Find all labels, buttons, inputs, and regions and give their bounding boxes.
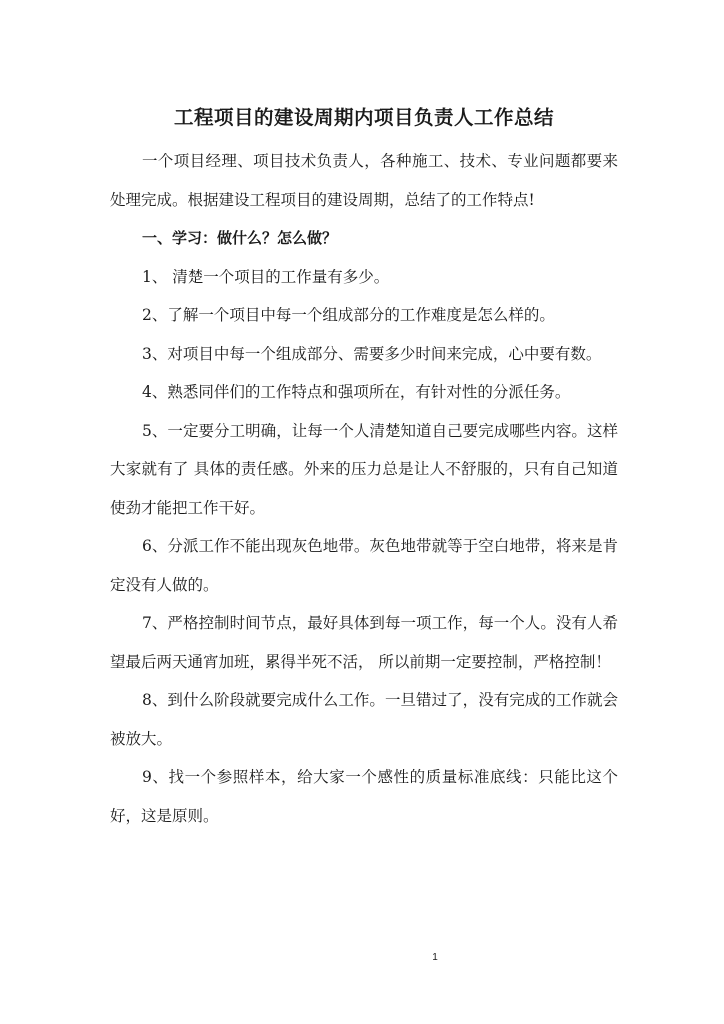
list-item-7: 7、严格控制时间节点，最好具体到每一项工作，每一个人。没有人希望最后两天通宵加班，累得半死不活， 所以前期一定要控制，严格控制！ (110, 614, 618, 671)
section-heading: 一、学习：做什么？怎么做？ (142, 229, 338, 247)
list-item-3: 3、对项目中每一个组成部分、需要多少时间来完成，心中要有数。 (142, 344, 602, 363)
list-item-4: 4、熟悉同伴们的工作特点和强项所在，有针对性的分派任务。 (142, 383, 571, 401)
intro-paragraph: 一个项目经理、项目技术负责人，各种施工、技术、专业问题都要来处理完成。根据建设工程项目的建设周期，总结了的工作特点! (110, 152, 618, 209)
document-body (110, 142, 618, 835)
list-item-8: 8、到什么阶段就要完成什么工作。一旦错过了，没有完成的工作就会被放大。 (110, 691, 618, 748)
list-item-5: 5、一定要分工明确，让每一个人清楚知道自己要完成哪些内容。这样大家就有了 具体的责任感。外来的压力总是让人不舒服的，只有自己知道使劲才能把工作干好。 (110, 421, 618, 517)
page-number: 1 (432, 952, 438, 963)
list-item-9: 9、找一个参照样本，给大家一个感性的质量标准底线：只能比这个好，这是原则。 (110, 768, 618, 825)
list-item-2: 2、了解一个项目中每一个组成部分的工作难度是怎么样的。 (142, 306, 555, 324)
list-item-1: 1、 清楚一个项目的工作量有多少。 (142, 267, 390, 286)
list-item-6: 6、分派工作不能出现灰色地带。灰色地带就等于空白地带，将来是肯定没有人做的。 (110, 537, 618, 594)
document-title: 工程项目的建设周期内项目负责人工作总结 (173, 106, 554, 129)
